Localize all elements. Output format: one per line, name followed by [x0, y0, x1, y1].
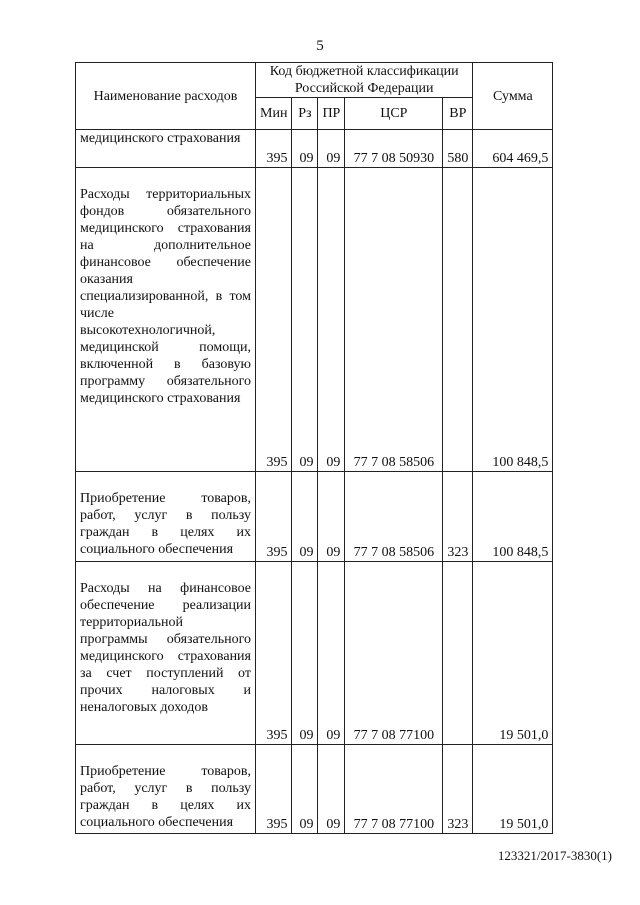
row-csr: 77 7 08 58506: [345, 472, 443, 562]
row-pr: 09: [318, 168, 345, 472]
row-csr: 77 7 08 77100: [345, 562, 443, 745]
table-row: [76, 745, 553, 834]
row-name: Расходы на финансовое обеспечение реализации территориальной программы обязательного медицинского страхования за счет поступлений от прочих налоговых и неналоговых доходов: [76, 562, 256, 745]
row-rz: 09: [292, 130, 318, 168]
row-min: 395: [256, 745, 292, 834]
page-number: 5: [316, 38, 324, 54]
row-sum: 604 469,5: [473, 130, 553, 168]
header-code-group: Код бюджетной классификации Российской Федерации: [256, 63, 473, 98]
row-csr: 77 7 08 77100: [345, 745, 443, 834]
header-sum: Сумма: [473, 63, 553, 130]
row-rz: 09: [292, 472, 318, 562]
table-row: [76, 168, 553, 472]
row-vr: 323: [443, 472, 473, 562]
row-pr: 09: [318, 562, 345, 745]
row-pr: 09: [318, 130, 345, 168]
row-sum: 100 848,5: [473, 472, 553, 562]
row-vr: 580: [443, 130, 473, 168]
row-vr: [443, 562, 473, 745]
table-row: [76, 130, 553, 168]
row-pr: 09: [318, 745, 345, 834]
row-vr: 323: [443, 745, 473, 834]
row-min: 395: [256, 562, 292, 745]
document-code: 123321/2017-3830(1): [497, 848, 612, 863]
row-rz: 09: [292, 745, 318, 834]
row-name: Расходы территориальных фондов обязательного медицинского страхования на дополнительное финансовое обеспечение оказания специализированной, в том числе высокотехнологичной, медицинской помощи, включенной в базовую программу обязательного медицинского страхования: [76, 168, 256, 472]
row-sum: 19 501,0: [473, 745, 553, 834]
row-min: 395: [256, 130, 292, 168]
header-pr: ПР: [318, 98, 345, 130]
header-csr: ЦСР: [345, 98, 443, 130]
row-csr: 77 7 08 50930: [345, 130, 443, 168]
header-rz: Рз: [292, 98, 318, 130]
table-row: [76, 562, 553, 745]
row-rz: 09: [292, 562, 318, 745]
row-name: медицинского страхования: [76, 130, 256, 168]
header-vr: ВР: [443, 98, 473, 130]
budget-table: [75, 62, 553, 834]
table-row: [76, 472, 553, 562]
row-sum: 19 501,0: [473, 562, 553, 745]
row-name: Приобретение товаров, работ, услуг в пользу граждан в целях их социального обеспечения: [76, 745, 256, 834]
row-min: 395: [256, 472, 292, 562]
row-csr: 77 7 08 58506: [345, 168, 443, 472]
row-vr: [443, 168, 473, 472]
header-name: Наименование расходов: [76, 63, 256, 130]
row-min: 395: [256, 168, 292, 472]
row-rz: 09: [292, 168, 318, 472]
header-min: Мин: [256, 98, 292, 130]
row-name: Приобретение товаров, работ, услуг в пользу граждан в целях их социального обеспечения: [76, 472, 256, 562]
row-sum: 100 848,5: [473, 168, 553, 472]
row-pr: 09: [318, 472, 345, 562]
